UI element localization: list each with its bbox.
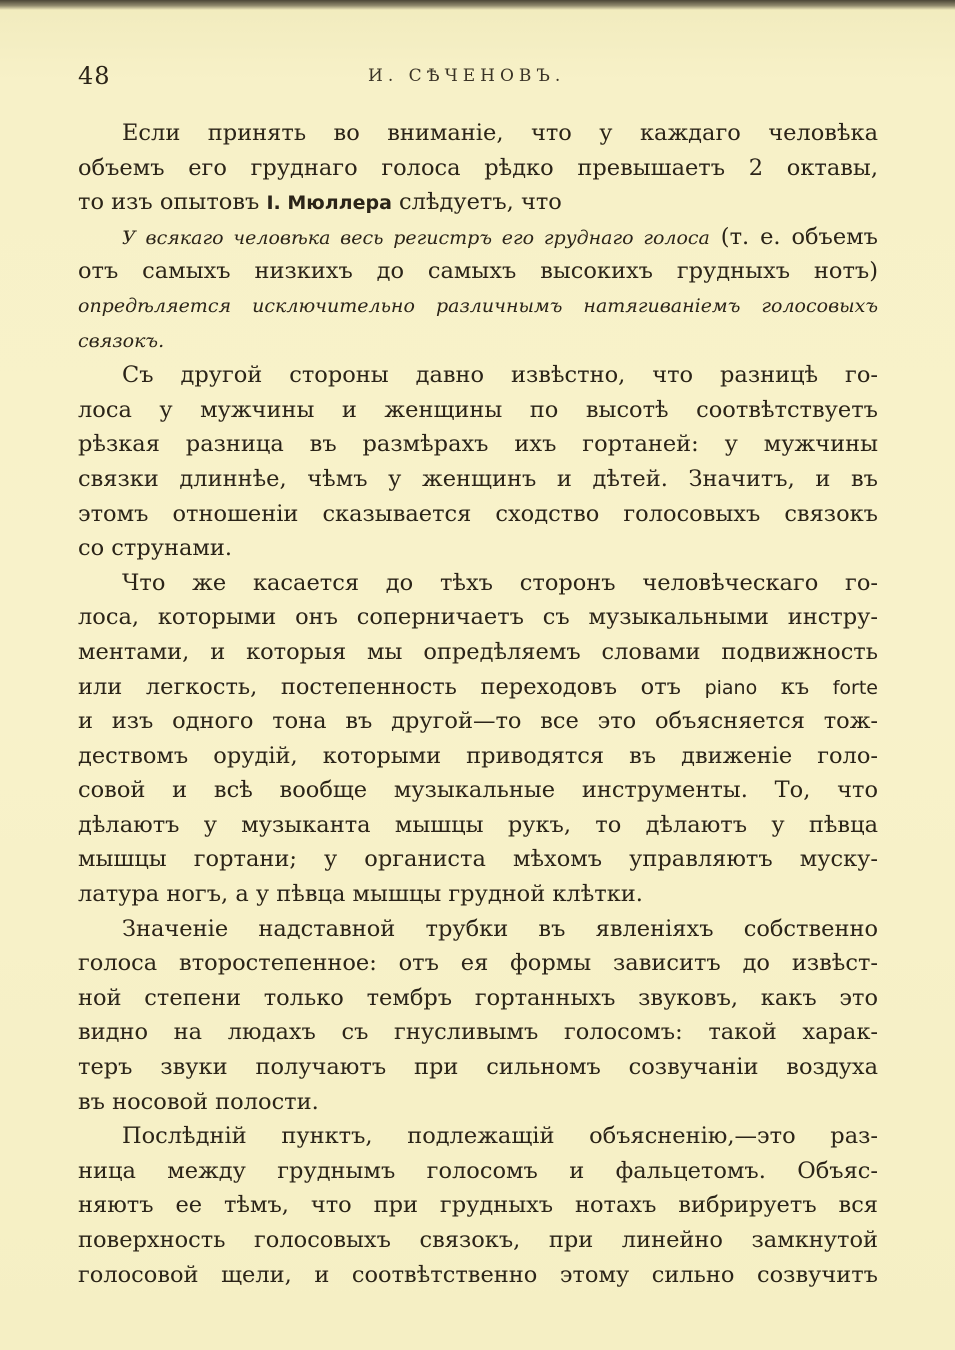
text-line: дествомъ орудій, которыми приводятся въ движеніе голо- [78,742,878,769]
text-line: голосовой щели, и соотвѣтственно этому сильно созвучитъ [78,1261,878,1288]
text-line: мышцы гортани; у органиста мѣхомъ управляютъ муску- [78,846,878,873]
text-line: Если принять во вниманіе, что у каждаго человѣка [122,120,878,146]
text-line: Что же касается до тѣхъ сторонъ человѣческаго го- [122,569,878,596]
music-term-piano: piano [704,676,758,699]
text-fragment: (т. е. объемъ [720,223,878,250]
text-line: Съ другой стороны давно извѣстно, что разницѣ го- [122,362,878,389]
text-line: Послѣдній пунктъ, подлежащій объясненію,—это раз- [122,1123,878,1150]
text-line [78,670,878,705]
page-header [78,60,878,94]
text-line: голоса второстепенное: отъ ея формы зависитъ до извѣст- [78,950,878,977]
text-line: совой и всѣ вообще музыкальные инструменты. То, что [78,777,878,804]
text-fragment: слѣдуетъ, что [399,189,562,216]
text-line: видно на людахъ съ гнусливымъ голосомъ: такой харак- [78,1019,878,1046]
text-line: латура ногъ, а у пѣвца мышцы грудной клѣтки. [78,881,643,908]
text-line: няютъ ее тѣмъ, что при грудныхъ нотахъ вибрируетъ вся [78,1192,878,1219]
text-line: лоса у мужчины и женщины по высотѣ соотвѣтствуетъ [78,396,878,423]
music-term-forte: forte [832,676,878,699]
text-line: ментами, и которыя мы опредѣляемъ словами подвижность [78,638,878,665]
text-line: теръ звуки получаютъ при сильномъ созвучаніи воздуха [78,1054,878,1081]
text-line: ной степени только тембръ гортанныхъ звуковъ, какъ это [78,984,878,1011]
text-fragment: или легкость, постепенность переходовъ отъ [78,673,681,700]
italic-law-text: связокъ. [78,329,165,352]
text-line: поверхность голосовыхъ связокъ, при линейно замкнутой [78,1227,878,1253]
text-line: этомъ отношеніи сказывается сходство голосовыхъ связокъ [78,500,878,527]
running-title: И. СѢЧЕНОВЪ. [368,66,566,86]
text-line: связки длиннѣе, чѣмъ у женщинъ и дѣтей. Значитъ, и въ [78,465,878,492]
text-line: со струнами. [78,535,233,562]
text-line: рѣзкая разница въ размѣрахъ ихъ гортаней: у мужчины [78,431,878,458]
text-line: въ носовой полости. [78,1088,319,1115]
text-line: и изъ одного тона въ другой—то все это объясняется тож- [78,708,878,735]
text-line: ница между груднымъ голосомъ и фальцетомъ. Объяс- [78,1157,878,1184]
text-line: Значеніе надставной трубки въ явленіяхъ собственно [122,915,878,942]
text-line: отъ самыхъ низкихъ до самыхъ высокихъ грудныхъ нотъ) [78,258,878,285]
text-fragment: къ [780,673,810,700]
text-line [78,220,878,255]
body-text [78,116,878,1292]
italic-law-text: У всякаго человѣка весь регистръ его груднаго голоса [122,226,710,249]
text-fragment: то изъ опытовъ [78,189,260,216]
text-line [78,185,878,220]
author-name: I. Мюллера [266,192,392,215]
text-line: лоса, которыми онъ соперничаетъ съ музыкальными инстру- [78,604,878,631]
italic-law-text: опредѣляется исключительно различнымъ натягиваніемъ голосовыхъ [78,294,878,317]
text-line: объемъ его груднаго голоса рѣдко превышаетъ 2 октавы, [78,154,878,181]
page-number: 48 [78,62,111,90]
text-line: дѣлаютъ у музыканта мышцы рукъ, то дѣлаютъ у пѣвца [78,811,878,838]
page-top-edge [0,0,955,10]
